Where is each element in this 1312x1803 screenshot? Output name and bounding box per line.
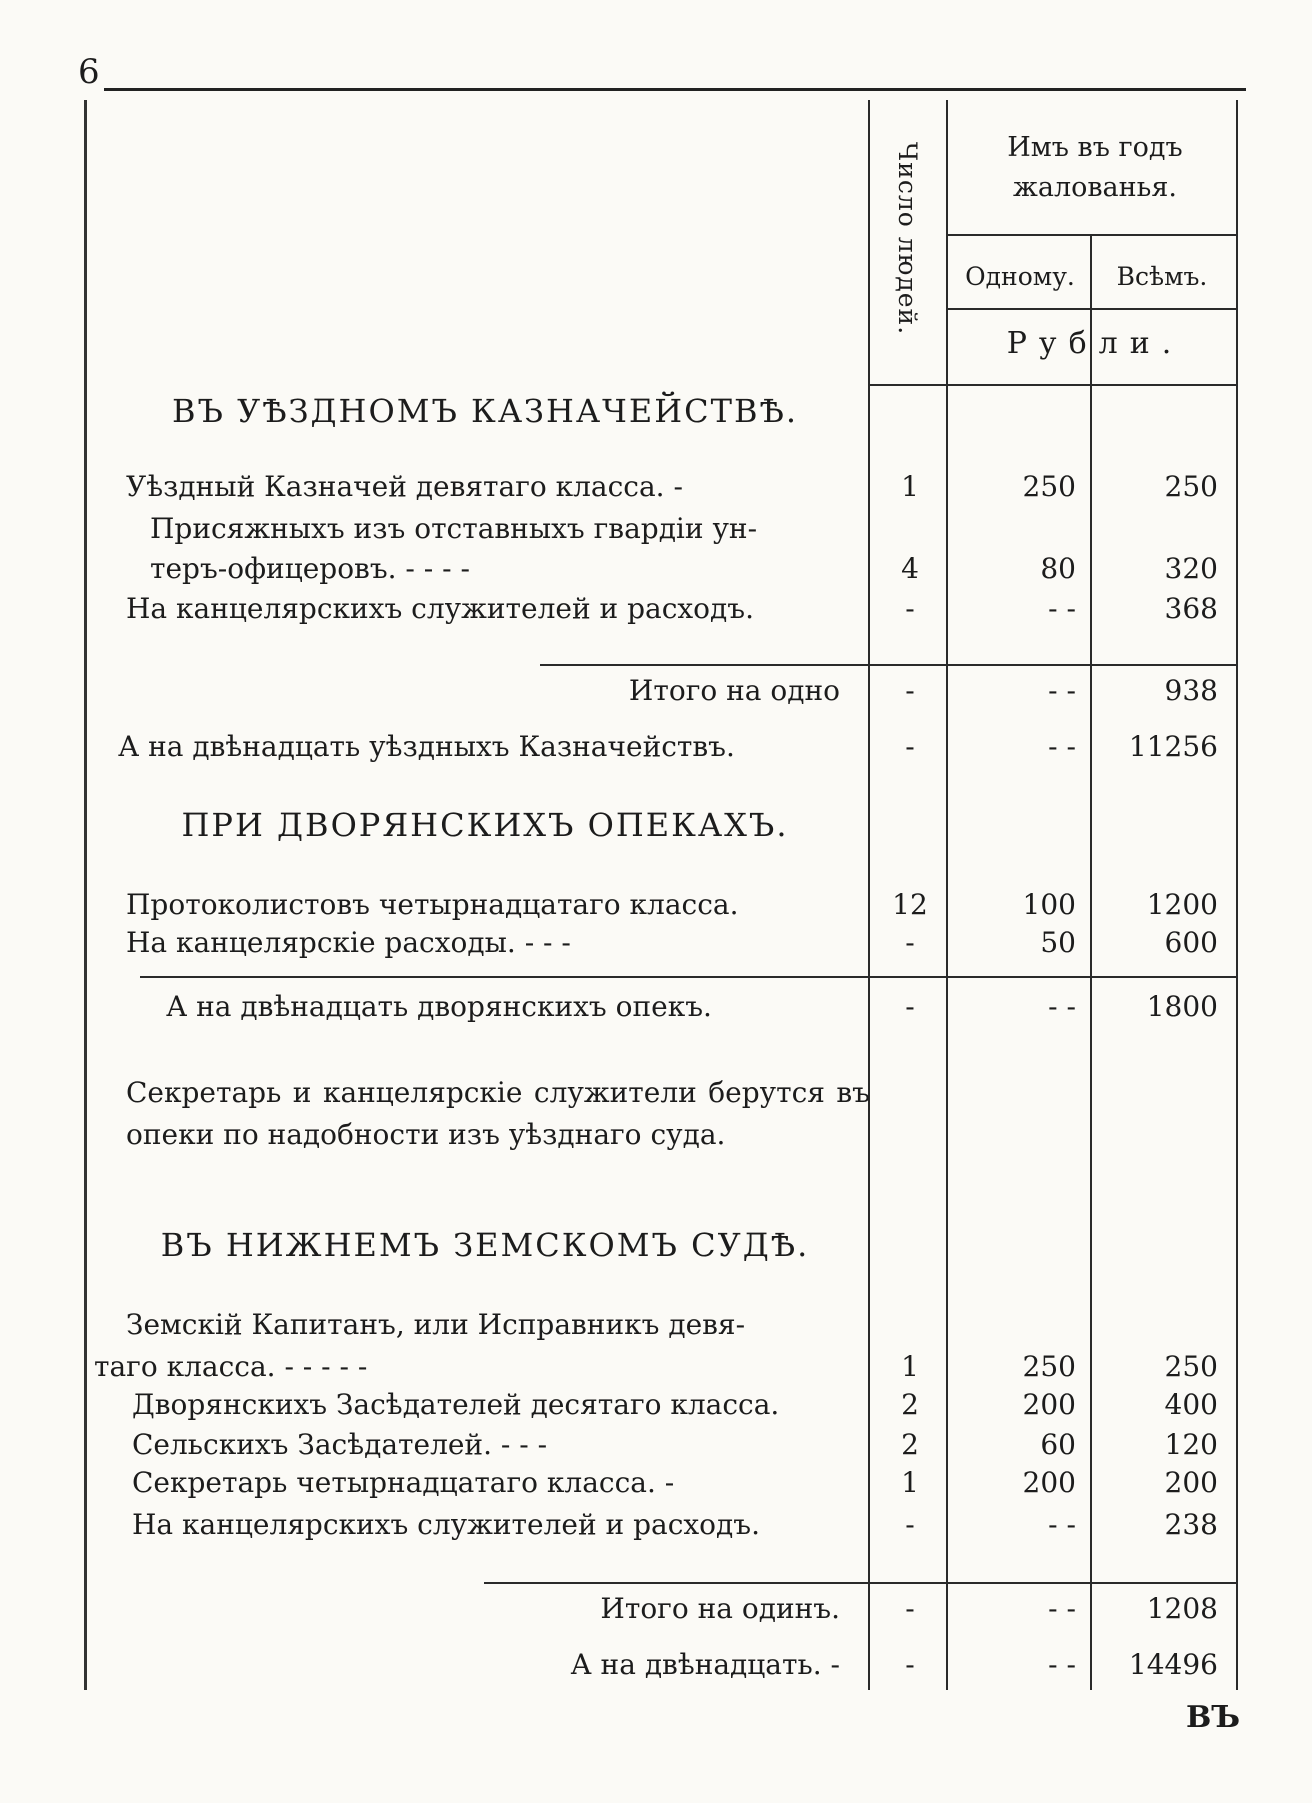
section-title: ВЪ УѢЗДНОМЪ КАЗНАЧЕЙСТВѢ. — [171, 392, 799, 430]
row-all: 250 — [1164, 1350, 1218, 1383]
header-salary: Имъ въ годъ жалованья. — [1007, 132, 1183, 203]
table-row — [0, 1308, 1312, 1348]
row-one: - - — [1048, 1592, 1076, 1625]
row-count: 2 — [901, 1388, 919, 1421]
table-row — [0, 592, 1312, 632]
row-one: - - — [1048, 592, 1076, 625]
row-label: теръ-офицеровъ. - - - - — [150, 552, 470, 585]
row-label: Уѣздный Казначей девятаго класса. - — [126, 470, 683, 503]
total-label: А на двѣнадцать дворянскихъ опекъ. — [166, 990, 712, 1023]
row-all: 400 — [1164, 1388, 1218, 1421]
row-count: 1 — [901, 1350, 919, 1383]
row-one: 100 — [1022, 888, 1076, 921]
total-label: А на двѣнадцать уѣздныхъ Казначействъ. — [118, 730, 735, 763]
subtotal-rule — [540, 664, 1238, 666]
row-count: - — [905, 730, 915, 763]
table-row — [0, 1466, 1312, 1506]
header-rule-salary — [946, 234, 1238, 236]
row-all: 320 — [1164, 552, 1218, 585]
row-one: 250 — [1022, 470, 1076, 503]
row-label: Секретарь четырнадцатаго класса. - — [132, 1466, 675, 1499]
row-one: 200 — [1022, 1466, 1076, 1499]
total-row — [0, 990, 1312, 1030]
row-count: 1 — [901, 1466, 919, 1499]
row-one: 80 — [1040, 552, 1076, 585]
row-one: 200 — [1022, 1388, 1076, 1421]
row-count: - — [905, 592, 915, 625]
row-all: 120 — [1164, 1428, 1218, 1461]
row-count: - — [905, 990, 915, 1023]
total-row — [0, 730, 1312, 770]
row-label: На канцелярскіе расходы. - - - — [126, 926, 571, 959]
row-one: 50 — [1040, 926, 1076, 959]
row-label: Дворянскихъ Засѣдателей десятаго класса. — [132, 1388, 780, 1421]
row-label: Сельскихъ Засѣдателей. - - - — [132, 1428, 548, 1461]
row-count: 1 — [901, 470, 919, 503]
total-row — [0, 1592, 1312, 1632]
row-count: - — [905, 1592, 915, 1625]
row-label: Присяжныхъ изъ отставныхъ гвардіи ун- — [150, 512, 758, 545]
row-all: 1800 — [1146, 990, 1218, 1023]
row-count: - — [905, 926, 915, 959]
total-label: Итого на одинъ. — [600, 1592, 840, 1625]
section-title: ПРИ ДВОРЯНСКИХЪ ОПЕКАХЪ. — [181, 806, 789, 844]
row-label: Протоколистовъ четырнадцатаго класса. — [126, 888, 739, 921]
catchword: ВЪ — [1186, 1700, 1241, 1735]
header-one: Одному. — [965, 262, 1075, 291]
row-count: 2 — [901, 1428, 919, 1461]
row-count: - — [905, 674, 915, 707]
row-count: - — [905, 1508, 915, 1541]
header-all: Всѣмъ. — [1116, 262, 1208, 291]
subtotal-rule — [484, 1582, 1238, 1584]
total-row — [0, 1648, 1312, 1688]
top-rule — [104, 88, 1246, 91]
row-all: 238 — [1164, 1508, 1218, 1541]
row-count: - — [905, 1648, 915, 1681]
total-row — [0, 674, 1312, 714]
row-label: Земскій Капитанъ, или Исправникъ девя- — [126, 1308, 746, 1341]
row-count: 12 — [892, 888, 928, 921]
section-title: ВЪ НИЖНЕМЪ ЗЕМСКОМЪ СУДѢ. — [160, 1226, 810, 1264]
row-label: На канцелярскихъ служителей и расходъ. — [126, 592, 754, 625]
table-row — [0, 470, 1312, 510]
table-row — [0, 1428, 1312, 1468]
table-row — [0, 888, 1312, 928]
row-all: 250 — [1164, 470, 1218, 503]
total-label: Итого на одно — [628, 674, 840, 707]
row-one: 60 — [1040, 1428, 1076, 1461]
row-one: - - — [1048, 990, 1076, 1023]
row-all: 938 — [1164, 674, 1218, 707]
row-one: - - — [1048, 1508, 1076, 1541]
table-row — [0, 552, 1312, 592]
row-all: 11256 — [1128, 730, 1218, 763]
row-all: 1200 — [1146, 888, 1218, 921]
row-all: 1208 — [1146, 1592, 1218, 1625]
row-all: 14496 — [1128, 1648, 1218, 1681]
table-row — [0, 1350, 1312, 1390]
row-one: 250 — [1022, 1350, 1076, 1383]
row-one: - - — [1048, 674, 1076, 707]
table-row — [0, 512, 1312, 552]
row-all: 600 — [1164, 926, 1218, 959]
table-row — [0, 926, 1312, 966]
row-all: 368 — [1164, 592, 1218, 625]
page-number: 6 — [78, 52, 100, 92]
table-row — [0, 1388, 1312, 1428]
header-rubles: Рубли. — [1006, 326, 1184, 361]
subtotal-rule — [140, 976, 1238, 978]
header-rule-bottom — [868, 384, 1238, 386]
row-label: На канцелярскихъ служителей и расходъ. — [132, 1508, 760, 1541]
row-one: - - — [1048, 730, 1076, 763]
table-row — [0, 1508, 1312, 1548]
header-rule-rubles — [946, 308, 1238, 310]
row-label: таго класса. - - - - - — [94, 1350, 368, 1383]
row-one: - - — [1048, 1648, 1076, 1681]
note-paragraph: Секретарь и канцелярскіе служители берутся въ опеки по надобности изъ уѣзднаго суда. — [126, 1076, 870, 1151]
row-count: 4 — [901, 552, 919, 585]
total-label: А на двѣнадцать. - — [570, 1648, 840, 1681]
row-all: 200 — [1164, 1466, 1218, 1499]
header-count: Число людей. — [893, 141, 923, 335]
